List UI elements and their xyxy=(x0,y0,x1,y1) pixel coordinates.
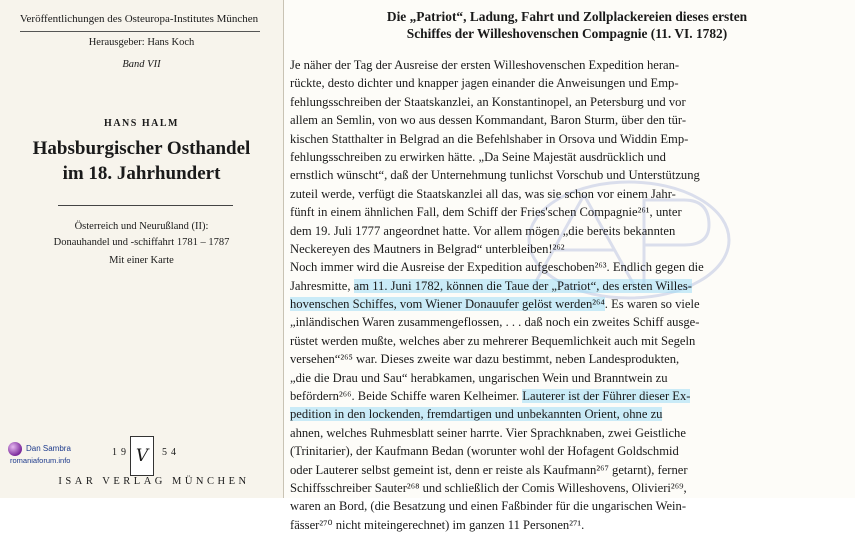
body-line: „inländischen Waren zusammengeflossen, . . . daß noch ein zweites Schiff ausge- xyxy=(290,315,700,330)
body-line: fünft in einem ähnlichen Fall, dem Schiff der Fries'schen Compagnie²⁶¹, unter xyxy=(290,205,682,220)
body-line: Jahresmitte, am 11. Juni 1782, können die Taue der „Patriot“, des ersten Willes- xyxy=(290,278,692,293)
year-left: 19 xyxy=(112,447,130,458)
body-line: (Trinitarier), der Kaufmann Bedan (worunter wohl der Hofagent Goldschmid xyxy=(290,444,679,459)
subtitle-line-2: Donauhandel und -schiffahrt 1781 – 1787 xyxy=(53,237,230,248)
editor-line: Herausgeber: Hans Koch xyxy=(88,37,195,48)
highlighted-text: Lauterer ist der Führer dieser Ex- xyxy=(522,389,691,404)
body-line: Schiffsschreiber Sauter²⁶⁸ und schließlich der Comis Willeshovens, Olivieri²⁶⁹, xyxy=(290,480,687,495)
body-text xyxy=(290,56,843,534)
author-name: HANS HALM xyxy=(104,118,179,129)
body-line: fässer²⁷⁰ nicht miteingerechnet) im ganzen 11 Personen²⁷¹. xyxy=(290,517,585,532)
chapter-heading-line-1: Die „Patriot“, Ladung, Fahrt und Zollplackereien dieses ersten xyxy=(386,9,748,24)
body-line: fehlungsschreiben zu erwirken hätte. „Da Seine Majestät ausdrücklich und xyxy=(290,149,666,164)
year-right: 54 xyxy=(162,447,180,458)
highlighted-text: pedition in den lockenden, fremdartigen und unbekannten Orient, ohne zu xyxy=(290,407,663,422)
chapter-heading-line-2: Schiffes der Willeshovenschen Compagnie (11. VI. 1782) xyxy=(406,26,728,41)
body-line: Noch immer wird die Ausreise der Expedition aufgeschoben²⁶³. Endlich gegen die xyxy=(290,260,704,275)
watermark-site: romaniaforum.info xyxy=(10,456,71,465)
body-line: ahnen, welches Ruhmesblatt seiner harrte. Vier Sprachknaben, zwei Geistliche xyxy=(290,425,686,440)
body-line xyxy=(290,405,843,423)
highlighted-text: am 11. Juni 1782, können die Taue der „Patriot“, des ersten Willes- xyxy=(353,278,692,293)
body-line: kischen Statthalter in Belgrad an die Befehlshaber in Orsova und Widdin Emp- xyxy=(290,131,689,146)
body-line: versehen“²⁶⁵ war. Dieses zweite war dazu bestimmt, neben Landesprodukten, xyxy=(290,352,680,367)
body-line: ernstlich wünscht“, daß der Unternehmung tunlichst Vorschub und Unterstützung xyxy=(290,168,700,183)
body-line: rüstet werden mußte, welches aber zu mehrerer Bequemlichkeit auch mit Segeln xyxy=(290,333,696,348)
body-line: oder Lauterer selbst gemeint ist, denn er reiste als Kaufmann²⁶⁷ getarnt), ferner xyxy=(290,462,688,477)
body-line: befördern²⁶⁶. Beide Schiffe waren Kelheimer. Lauterer ist der Führer dieser Ex- xyxy=(290,389,691,404)
globe-icon xyxy=(8,442,22,456)
subtitle-line-1: Österreich und Neurußland (II): xyxy=(74,221,209,232)
watermark xyxy=(8,442,98,482)
book-title-line-2: im 18. Jahrhundert xyxy=(62,163,221,184)
book-title-line-1: Habsburgischer Osthandel xyxy=(32,138,251,159)
subtitle-line-3: Mit einer Karte xyxy=(109,255,174,266)
left-page xyxy=(0,0,283,498)
body-line: „die die Drau und Sau“ herabkamen, ungarischen Wein und Branntwein zu xyxy=(290,370,668,385)
body-line: waren an Bord, (die Besatzung und einen Faßbinder für die ungarischen Wein- xyxy=(290,499,687,514)
body-line: fehlungsschreiben der Staatskanzlei, an Konstantinopel, an Petersburg und vor xyxy=(290,94,686,109)
volume-label: Band VII xyxy=(122,59,161,70)
body-line: allem an Semlin, von wo aus dessen Kommandant, Baron Sturm, über den tür- xyxy=(290,113,687,128)
series-divider xyxy=(20,31,260,32)
title-divider xyxy=(58,205,233,206)
body-line: zuteil werde, verfügt die Staatskanzlei all das, was sie schon vor einem Jahr- xyxy=(290,186,676,201)
body-line: dem 19. Juli 1777 angeordnet hatte. Vor allem mögen „die bereits bekannten xyxy=(290,223,676,238)
publisher-name: ISAR VERLAG MÜNCHEN xyxy=(58,476,250,487)
highlighted-text: hovenschen Schiffes, vom Wiener Donauufer gelöst werden²⁶⁴ xyxy=(290,297,605,312)
body-line: Neckereyen des Mautners in Belgrad“ unterbleiben!²⁶² xyxy=(290,241,565,256)
publisher-logo: V xyxy=(130,436,154,476)
body-line: Je näher der Tag der Ausreise der ersten Willeshovenschen Expedition heran- xyxy=(290,58,680,72)
right-page xyxy=(283,0,855,532)
body-line: hovenschen Schiffes, vom Wiener Donauufer gelöst werden²⁶⁴. Es waren so viele xyxy=(290,297,700,312)
watermark-name: Dan Sambra xyxy=(26,444,71,453)
body-line: rückte, desto dichter und knapper jagen einander die Anweisungen und Emp- xyxy=(290,76,679,91)
chapter-heading xyxy=(292,8,842,42)
series-title: Veröffentlichungen des Osteuropa-Institutes München xyxy=(19,13,259,25)
